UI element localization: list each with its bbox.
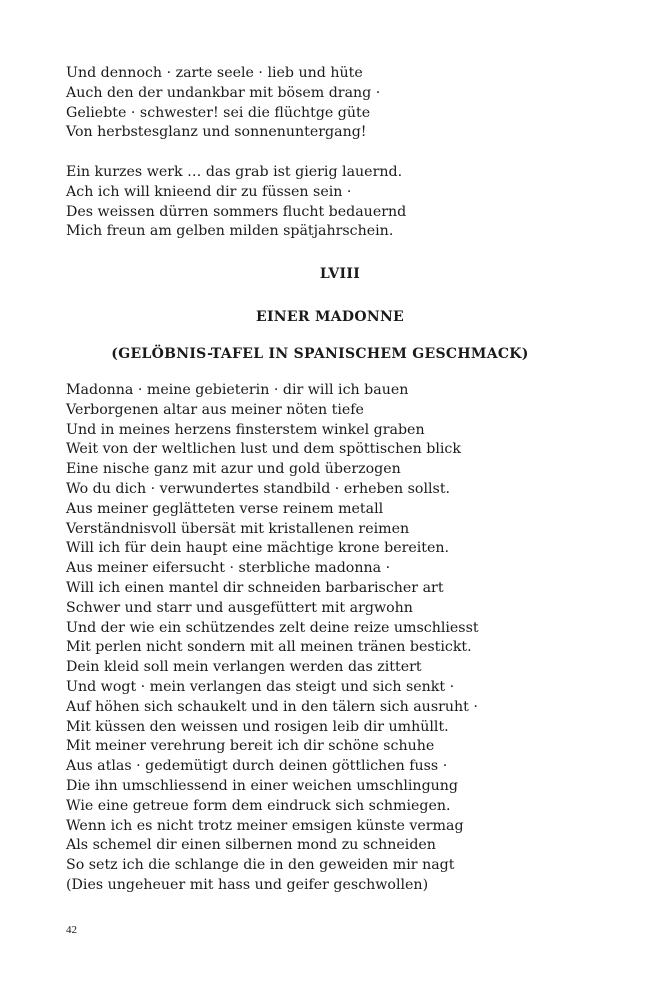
verse-line: So setz ich die schlange die in den geweiden mir nagt <box>66 857 455 874</box>
verse-line: (Dies ungeheuer mit hass und geifer geschwollen) <box>66 876 429 893</box>
verse-line: Will ich für dein haupt eine mächtige krone bereiten. <box>66 540 450 557</box>
verse-line: Schwer und starr und ausgefüttert mit argwohn <box>66 599 413 616</box>
verse-line: Dein kleid soll mein verlangen werden das zittert <box>66 659 422 676</box>
verse-line: Eine nische ganz mit azur und gold überzogen <box>66 461 401 478</box>
verse-line: Madonna · meine gebieterin · dir will ich bauen <box>66 382 409 398</box>
verse-line: Wo du dich · verwundertes standbild · erheben sollst. <box>66 480 451 497</box>
verse-line: Ein kurzes werk … das grab ist gierig lauernd. <box>66 164 403 180</box>
verse-line: Geliebte · schwester! sei die flüchtge güte <box>66 104 371 121</box>
verse-line: Will ich einen mantel dir schneiden barbarischer art <box>66 579 444 596</box>
verse-line: Und wogt · mein verlangen das steigt und sich senkt · <box>66 678 455 695</box>
poem-subtitle: (GELÖBNIS-TAFEL IN SPANISCHEM GESCHMACK) <box>111 346 529 362</box>
verse-line: Auf höhen sich schaukelt und in den tälern sich ausruht · <box>66 698 478 715</box>
verse-line: Als schemel dir einen silbernen mond zu schneiden <box>66 837 436 854</box>
verse-line: Mit küssen den weissen und rosigen leib dir umhüllt. <box>66 718 449 735</box>
verse-line: Auch den der undankbar mit bösem drang · <box>66 84 381 101</box>
verse-line: Wie eine getreue form dem eindruck sich schmiegen. <box>66 797 451 814</box>
verse-line: Mit meiner verehrung bereit ich dir schöne schuhe <box>66 738 435 755</box>
verse-line: Aus meiner geglätteten verse reinem metall <box>66 500 384 517</box>
verse-line: Und in meines herzens finsterstem winkel graben <box>66 421 425 438</box>
verse-line: Von herbstesglanz und sonnenuntergang! <box>66 124 367 141</box>
verse-line: Und dennoch · zarte seele · lieb und hüte <box>66 65 363 81</box>
verse-line: Des weissen dürren sommers flucht bedauernd <box>66 203 407 220</box>
verse-line: Mich freun am gelben milden spätjahrschein. <box>66 223 394 240</box>
verse-line: Ach ich will knieend dir zu füssen sein · <box>66 183 352 200</box>
stanza-1 <box>66 64 626 143</box>
verse-line: Aus meiner eifersucht · sterbliche madonna · <box>66 560 391 577</box>
verse-line: Wenn ich es nicht trotz meiner emsigen künste vermag <box>66 817 464 834</box>
verse-line: Aus atlas · gedemütigt durch deinen göttlichen fuss · <box>66 758 448 775</box>
page-number: 42 <box>66 924 77 936</box>
poem-number: LVIII <box>319 266 361 282</box>
poem-body <box>66 381 626 896</box>
verse-line: Und der wie ein schützendes zelt deine reize umschliesst <box>66 619 479 636</box>
verse-line: Weit von der weltlichen lust und dem spöttischen blick <box>66 441 461 458</box>
poem-title: EINER MADONNE <box>255 309 405 325</box>
verse-line: Mit perlen nicht sondern mit all meinen tränen bestickt. <box>66 639 472 656</box>
verse-line: Verständnisvoll übersät mit kristallenen reimen <box>66 520 410 537</box>
verse-line: Die ihn umschliessend in einer weichen umschlingung <box>66 777 459 794</box>
stanza-2 <box>66 163 626 242</box>
verse-line: Verborgenen altar aus meiner nöten tiefe <box>66 401 364 418</box>
